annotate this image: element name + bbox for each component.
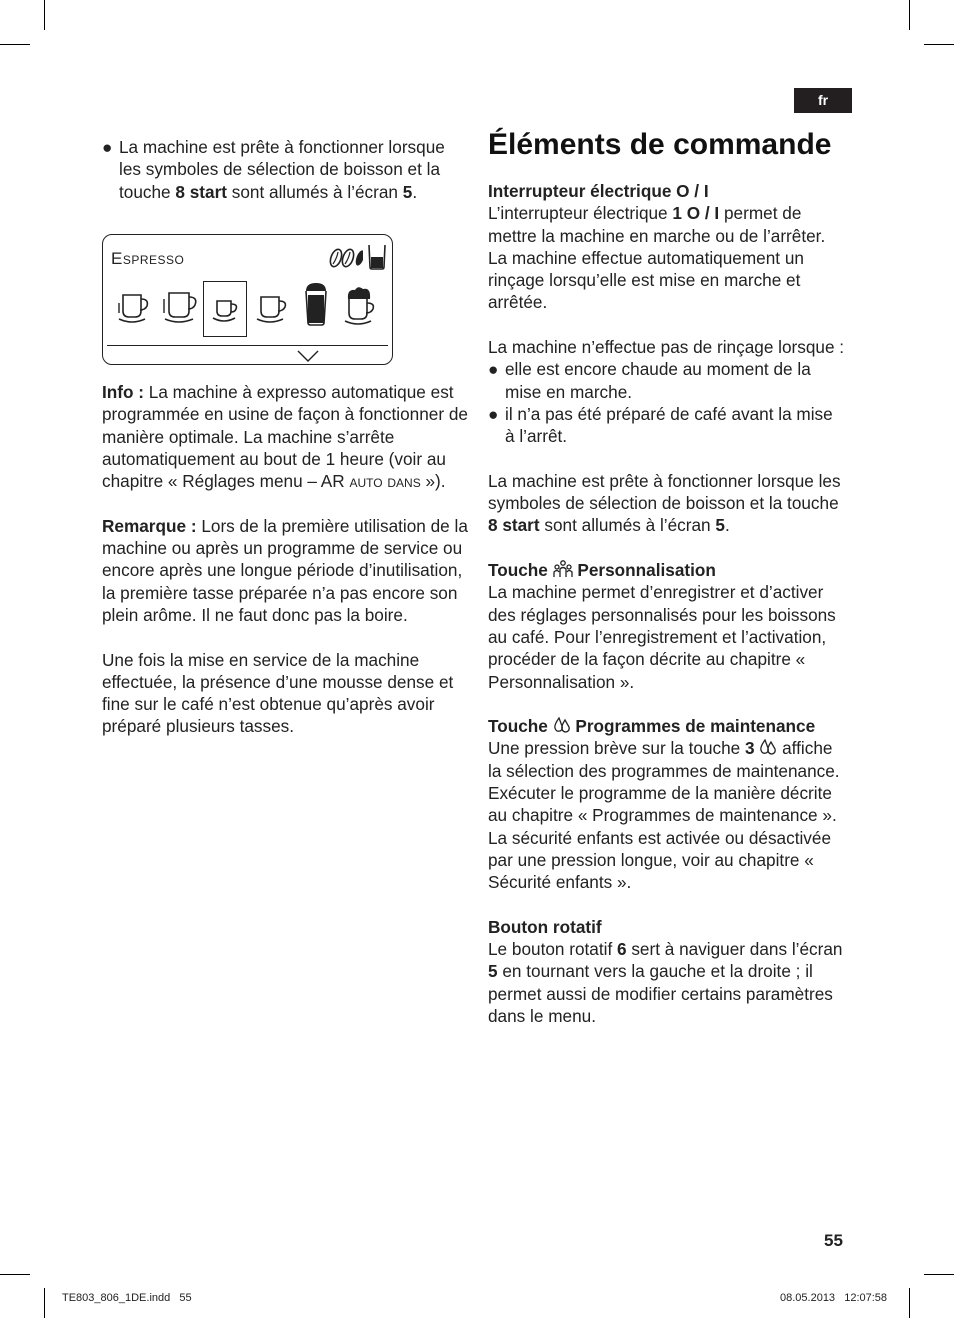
crop-mark — [909, 0, 910, 30]
list-item: ● elle est encore chaude au moment de la mise en marche. — [488, 359, 811, 402]
remarque-paragraph: Remarque : Lors de la première utilisation de la machine ou après un programme de service ou encore après une longue période d’inutilisation, la première tasse préparée n’a pas encore son plein arôme. Il ne faut donc pas la boire. — [102, 515, 468, 625]
maintenance-drops-icon — [759, 739, 777, 755]
coffee-double-icon — [117, 291, 151, 325]
paragraph: Le bouton rotatif 6 sert à naviguer dans l’écran 5 en tournant vers la gauche et la droite ; il permet aussi de modifier certains paramètres dans le menu. — [488, 939, 843, 1026]
cappuccino-icon — [343, 285, 379, 327]
bean-strength-icon — [329, 247, 363, 269]
paragraph: La machine permet d’enregistrer et d’activer des réglages personnalisés pour les boissons au café. Pour l’enregistrement et l’activation, procéder de la façon décrite au chapitre « Personnalisation ». — [488, 582, 836, 692]
page-title: Éléments de commande — [488, 128, 832, 161]
coffee-icon — [255, 293, 289, 325]
crop-mark — [0, 44, 30, 45]
section-title: Interrupteur électrique O / I — [488, 181, 709, 201]
latte-macchiato-icon — [303, 281, 329, 327]
list-item: ● il n’a pas été préparé de café avant la mise à l’arrêt. — [488, 403, 833, 447]
paragraph: La sécurité enfants est activée ou désactivée par une pression longue, voir au chapitre « Sécurité enfants ». — [488, 827, 832, 893]
page-number: 55 — [824, 1231, 843, 1250]
paragraph: Une pression brève sur la touche 3 affiche la sélection des programmes de maintenance. Exécuter le programme de la manière décrite au chapitre « Programmes de maintenance ». — [488, 738, 840, 826]
maintenance-drops-icon — [553, 717, 571, 733]
chevron-down-icon — [296, 349, 320, 363]
cup-size-icon — [367, 243, 387, 271]
mise-en-service-paragraph: Une fois la mise en service de la machine effectuée, la présence d’une mousse dense et fine sur le café n’est obtenue qu’après avoir préparé plusieurs tasses. — [102, 649, 454, 737]
footer-date: 08.05.2013 12:07:58 — [780, 1292, 888, 1304]
crop-mark — [924, 44, 954, 45]
list-item: ● La machine est prête à fonctionner lorsque les symboles de sélection de boisson et la touche 8 start sont allumés à l’écran 5. — [102, 137, 445, 202]
espresso-icon[interactable] — [211, 297, 241, 325]
crop-mark — [0, 1274, 30, 1275]
left-column — [102, 136, 466, 203]
section-title: Touche Programmes de maintenance — [488, 716, 816, 737]
language-tab: fr — [794, 88, 852, 113]
machine-display — [102, 234, 393, 365]
footer-file: TE803_806_1DE.indd 55 — [62, 1292, 192, 1304]
left-column-lower — [102, 381, 468, 738]
personalisation-icon — [553, 560, 573, 578]
coffee-large-icon — [161, 289, 199, 325]
paragraph: La machine n’effectue pas de rinçage lorsque : — [488, 337, 845, 358]
crop-mark — [44, 1288, 45, 1318]
display-title: Espresso — [111, 249, 185, 268]
crop-mark — [924, 1274, 954, 1275]
right-column — [488, 180, 846, 1027]
info-paragraph: Info : La machine à expresso automatique est programmée en usine de façon à fonctionner de manière optimale. La machine s’arrête automatiquement au bout de 1 heure (voir au chapitre « Réglages menu – AR auto dans »). — [102, 382, 468, 492]
section-title: Touche Personnalisation — [488, 560, 716, 581]
crop-mark — [44, 0, 45, 30]
paragraph: La machine est prête à fonctionner lorsque les symboles de sélection de boisson et la touche 8 start sont allumés à l’écran 5. — [488, 470, 841, 536]
paragraph: L’interrupteur électrique 1 O / I permet de mettre la machine en marche ou de l’arrêter. La machine effectue automatiquement un rinçage lorsqu’elle est mise en marche et arrêtée. — [488, 203, 826, 313]
crop-mark — [909, 1288, 910, 1318]
display-divider — [107, 345, 388, 346]
section-title: Bouton rotatif — [488, 916, 602, 937]
